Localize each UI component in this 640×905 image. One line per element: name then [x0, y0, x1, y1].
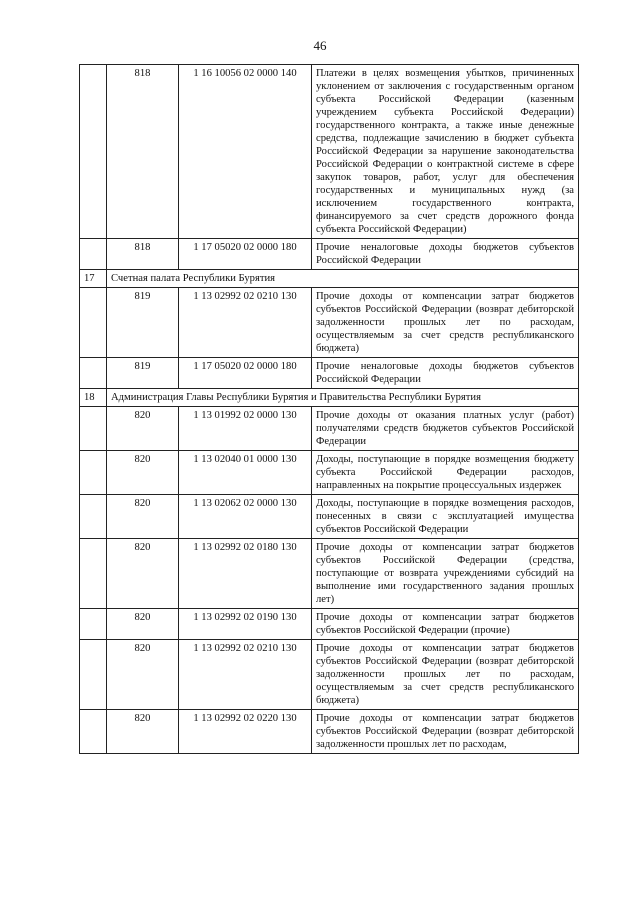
revenue-description: Прочие доходы от оказания платных услуг (работ) получателями средств бюджетов субъектов Российской Федерации — [312, 407, 579, 451]
revenue-description: Прочие доходы от компенсации затрат бюджетов субъектов Российской Федерации (возврат дебиторской задолженности прошлых лет по расходам, осуществляемым за счет средств республиканского бюджета) — [312, 640, 579, 710]
table-row — [80, 239, 579, 270]
table-row — [80, 358, 579, 389]
revenue-code: 1 17 05020 02 0000 180 — [179, 239, 312, 270]
table-row — [80, 495, 579, 539]
page-number: 46 — [313, 38, 327, 53]
revenue-description: Доходы, поступающие в порядке возмещения расходов, понесенных в связи с эксплуатацией имущества субъектов Российской Федерации — [312, 495, 579, 539]
revenue-description: Прочие неналоговые доходы бюджетов субъектов Российской Федерации — [312, 239, 579, 270]
table-row — [80, 609, 579, 640]
row-number: 17 — [80, 270, 107, 288]
table-row — [80, 65, 579, 239]
empty-number-cell — [80, 65, 107, 239]
organization-name: Счетная палата Республики Бурятия — [107, 270, 579, 288]
administrator-code: 820 — [107, 407, 179, 451]
table-row-organization — [80, 270, 579, 288]
organization-name: Администрация Главы Республики Бурятия и Правительства Республики Бурятия — [107, 389, 579, 407]
administrator-code: 820 — [107, 609, 179, 640]
revenue-description: Прочие доходы от компенсации затрат бюджетов субъектов Российской Федерации (прочие) — [312, 609, 579, 640]
revenue-administrators-table — [79, 64, 579, 754]
revenue-code: 1 13 02992 02 0210 130 — [179, 288, 312, 358]
revenue-description: Прочие неналоговые доходы бюджетов субъектов Российской Федерации — [312, 358, 579, 389]
table-body — [80, 65, 579, 754]
row-number: 18 — [80, 389, 107, 407]
administrator-code: 819 — [107, 288, 179, 358]
empty-number-cell — [80, 495, 107, 539]
empty-number-cell — [80, 539, 107, 609]
empty-number-cell — [80, 451, 107, 495]
table-row — [80, 539, 579, 609]
revenue-description: Прочие доходы от компенсации затрат бюджетов субъектов Российской Федерации (возврат дебиторской задолженности прошлых лет по расходам, — [312, 710, 579, 754]
revenue-description: Прочие доходы от компенсации затрат бюджетов субъектов Российской Федерации (возврат дебиторской задолженности прошлых лет по расходам, осуществляемым за счет средств республиканского бюджета) — [312, 288, 579, 358]
revenue-description: Платежи в целях возмещения убытков, причиненных уклонением от заключения с государственным органом субъекта Российской Федерации (казенным учреждением субъекта Российской Федерации) государственного контракта, а также иные денежные средства, подлежащие зачислению в бюджет субъекта Российской Федерации за нарушение законодательства Российской Федерации о контрактной системе в сфере закупок товаров, работ, услуг для обеспечения государственных и муниципальных нужд (за исключением государственного контракта, финансируемого за счет средств дорожного фонда субъекта Российской Федерации) — [312, 65, 579, 239]
administrator-code: 820 — [107, 451, 179, 495]
empty-number-cell — [80, 358, 107, 389]
empty-number-cell — [80, 239, 107, 270]
revenue-description: Доходы, поступающие в порядке возмещения бюджету субъекта Российской Федерации расходов, направленных на покрытие процессуальных издержек — [312, 451, 579, 495]
empty-number-cell — [80, 710, 107, 754]
table-row — [80, 288, 579, 358]
revenue-code: 1 13 02992 02 0220 130 — [179, 710, 312, 754]
administrator-code: 818 — [107, 239, 179, 270]
revenue-description: Прочие доходы от компенсации затрат бюджетов субъектов Российской Федерации (средства, поступающие от возврата учреждениями субсидий на выполнение ими государственного задания прошлых лет) — [312, 539, 579, 609]
administrator-code: 820 — [107, 640, 179, 710]
revenue-code: 1 13 02992 02 0210 130 — [179, 640, 312, 710]
administrator-code: 818 — [107, 65, 179, 239]
revenue-code: 1 17 05020 02 0000 180 — [179, 358, 312, 389]
administrator-code: 820 — [107, 539, 179, 609]
table-row — [80, 451, 579, 495]
empty-number-cell — [80, 407, 107, 451]
revenue-code: 1 13 01992 02 0000 130 — [179, 407, 312, 451]
revenue-code: 1 13 02992 02 0180 130 — [179, 539, 312, 609]
revenue-code: 1 13 02040 01 0000 130 — [179, 451, 312, 495]
revenue-code: 1 13 02992 02 0190 130 — [179, 609, 312, 640]
table-row-organization — [80, 389, 579, 407]
administrator-code: 819 — [107, 358, 179, 389]
table-row — [80, 640, 579, 710]
revenue-code: 1 16 10056 02 0000 140 — [179, 65, 312, 239]
table-row — [80, 710, 579, 754]
empty-number-cell — [80, 288, 107, 358]
empty-number-cell — [80, 640, 107, 710]
revenue-code: 1 13 02062 02 0000 130 — [179, 495, 312, 539]
administrator-code: 820 — [107, 710, 179, 754]
administrator-code: 820 — [107, 495, 179, 539]
table-row — [80, 407, 579, 451]
empty-number-cell — [80, 609, 107, 640]
